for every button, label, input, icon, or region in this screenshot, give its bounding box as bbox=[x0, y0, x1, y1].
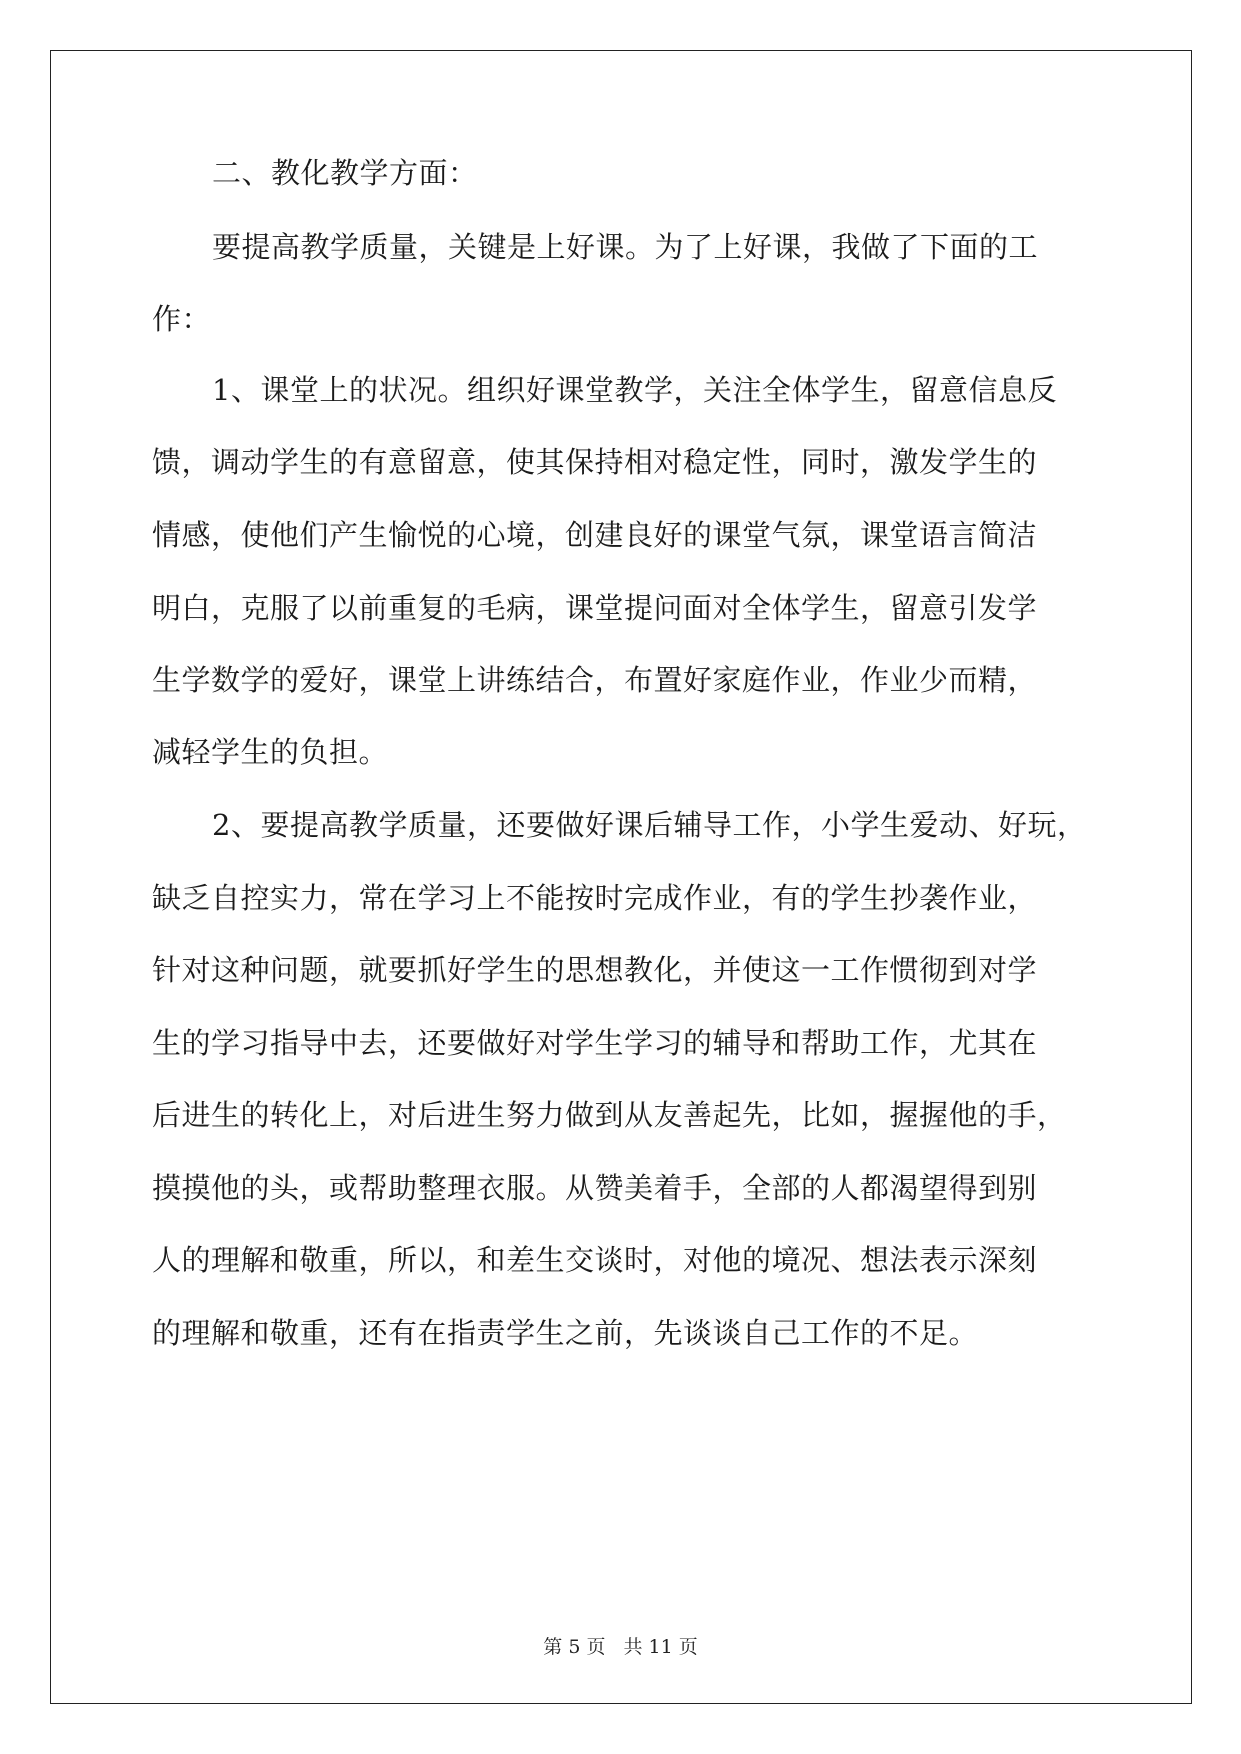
paragraph-3-line-8: 的理解和敬重，还有在指责学生之前，先谈谈自己工作的不足。 bbox=[152, 1316, 979, 1350]
page-number: 第 5 页 bbox=[543, 1636, 606, 1658]
paragraph-2-line-3: 情感，使他们产生愉悦的心境，创建良好的课堂气氛，课堂语言简洁 bbox=[152, 518, 1038, 552]
paragraph-1-line-1: 要提高教学质量，关键是上好课。为了上好课，我做了下面的工 bbox=[212, 230, 1039, 264]
paragraph-1-line-2: 作： bbox=[152, 302, 212, 336]
section-heading: 二、教化教学方面： bbox=[212, 156, 478, 190]
paragraph-3-line-4: 生的学习指导中去，还要做好对学生学习的辅导和帮助工作，尤其在 bbox=[152, 1026, 1038, 1060]
total-pages: 共 11 页 bbox=[623, 1636, 698, 1658]
paragraph-3-line-7: 人的理解和敬重，所以，和差生交谈时，对他的境况、想法表示深刻 bbox=[152, 1243, 1038, 1277]
paragraph-3-line-2: 缺乏自控实力，常在学习上不能按时完成作业，有的学生抄袭作业， bbox=[152, 881, 1038, 915]
paragraph-2-line-5: 生学数学的爱好，课堂上讲练结合，布置好家庭作业，作业少而精， bbox=[152, 663, 1038, 697]
page-footer bbox=[0, 1636, 1241, 1658]
paragraph-3-line-6: 摸摸他的头，或帮助整理衣服。从赞美着手，全部的人都渴望得到别 bbox=[152, 1171, 1038, 1205]
paragraph-2-line-1: 1、课堂上的状况。组织好课堂教学，关注全体学生，留意信息反 bbox=[212, 373, 1057, 407]
paragraph-3-line-5: 后进生的转化上，对后进生努力做到从友善起先，比如，握握他的手， bbox=[152, 1098, 1067, 1132]
page-border bbox=[50, 50, 1192, 1704]
paragraph-2-line-6: 减轻学生的负担。 bbox=[152, 735, 389, 769]
paragraph-2-line-2: 馈，调动学生的有意留意，使其保持相对稳定性，同时，激发学生的 bbox=[152, 445, 1038, 479]
paragraph-3-line-1: 2、要提高教学质量，还要做好课后辅导工作，小学生爱动、好玩， bbox=[212, 808, 1087, 842]
paragraph-3-line-3: 针对这种问题，就要抓好学生的思想教化，并使这一工作惯彻到对学 bbox=[152, 953, 1038, 987]
paragraph-2-line-4: 明白，克服了以前重复的毛病，课堂提问面对全体学生，留意引发学 bbox=[152, 591, 1038, 625]
